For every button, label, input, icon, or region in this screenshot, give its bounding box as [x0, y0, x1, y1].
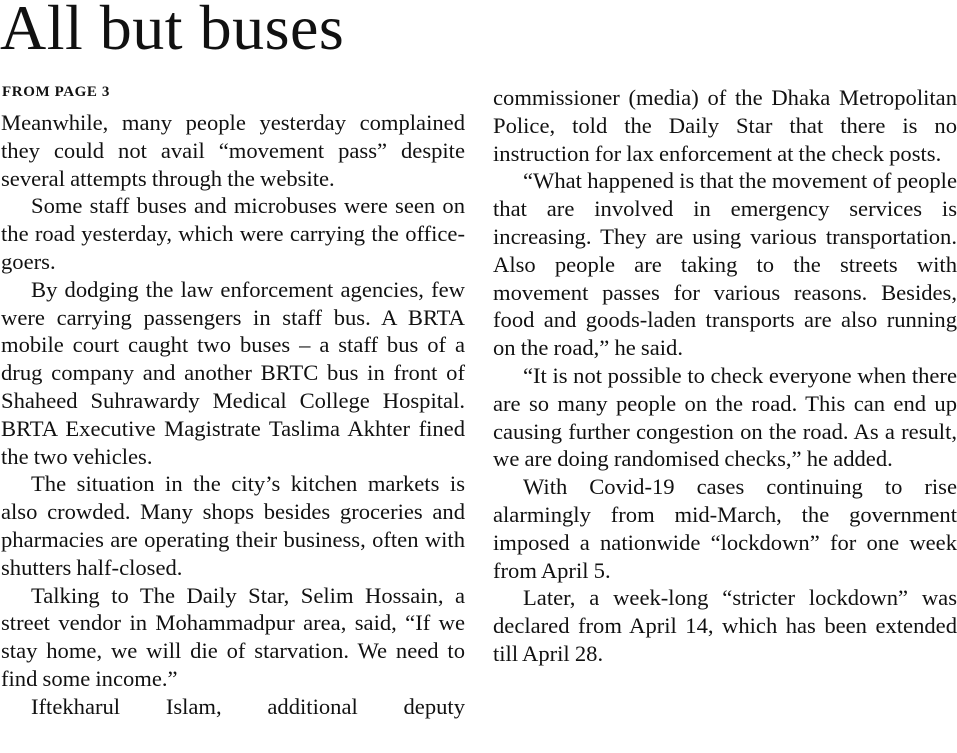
article-column-right — [493, 84, 957, 668]
article-headline: All but buses — [0, 0, 345, 63]
paragraph: “It is not possible to check everyone when there are so many people on the road. This can end up causing further congestion on the road. As a result, we are doing randomised checks,” he added. — [493, 362, 957, 472]
paragraph: With Covid-19 cases continuing to rise alarmingly from mid-March, the government imposed a nationwide “lockdown” for one week from April 5. — [493, 474, 957, 583]
paragraph: “What happened is that the movement of people that are involved in emergency services is increasing. They are using various transportation. Also people are taking to the streets with movement passes for various reasons. Besides, food and goods-laden transports are also running on the road,” he said. — [493, 168, 957, 361]
paragraph: commissioner (media) of the Dhaka Metropolitan Police, told the Daily Star that there is no instruction for lax enforcement at the check posts. — [493, 85, 957, 166]
paragraph: Iftekharul Islam, additional deputy — [31, 693, 465, 719]
article-column-left — [1, 109, 465, 721]
paragraph: Talking to The Daily Star, Selim Hossain, a street vendor in Mohammadpur area, said, “If we stay home, we will die of starvation. We need to find some income.” — [1, 582, 465, 691]
continued-from-label: FROM PAGE 3 — [2, 84, 110, 100]
paragraph: Later, a week-long “stricter lockdown” was declared from April 14, which has been extended till April 28. — [493, 585, 957, 666]
paragraph: By dodging the law enforcement agencies, few were carrying passengers in staff bus. A BRTA mobile court caught two buses – a staff bus of a drug company and another BRTC bus in front of Shaheed Suhrawardy Medical College Hospital. BRTA Executive Magistrate Taslima Akhter fined the two vehicles. — [1, 276, 465, 469]
paragraph: Some staff buses and microbuses were seen on the road yesterday, which were carrying the office-goers. — [1, 193, 465, 274]
paragraph: The situation in the city’s kitchen markets is also crowded. Many shops besides groceries and pharmacies are operating their business, often with shutters half-closed. — [1, 471, 465, 580]
paragraph: Meanwhile, many people yesterday complained they could not avail “movement pass” despite several attempts through the website. — [1, 110, 465, 191]
